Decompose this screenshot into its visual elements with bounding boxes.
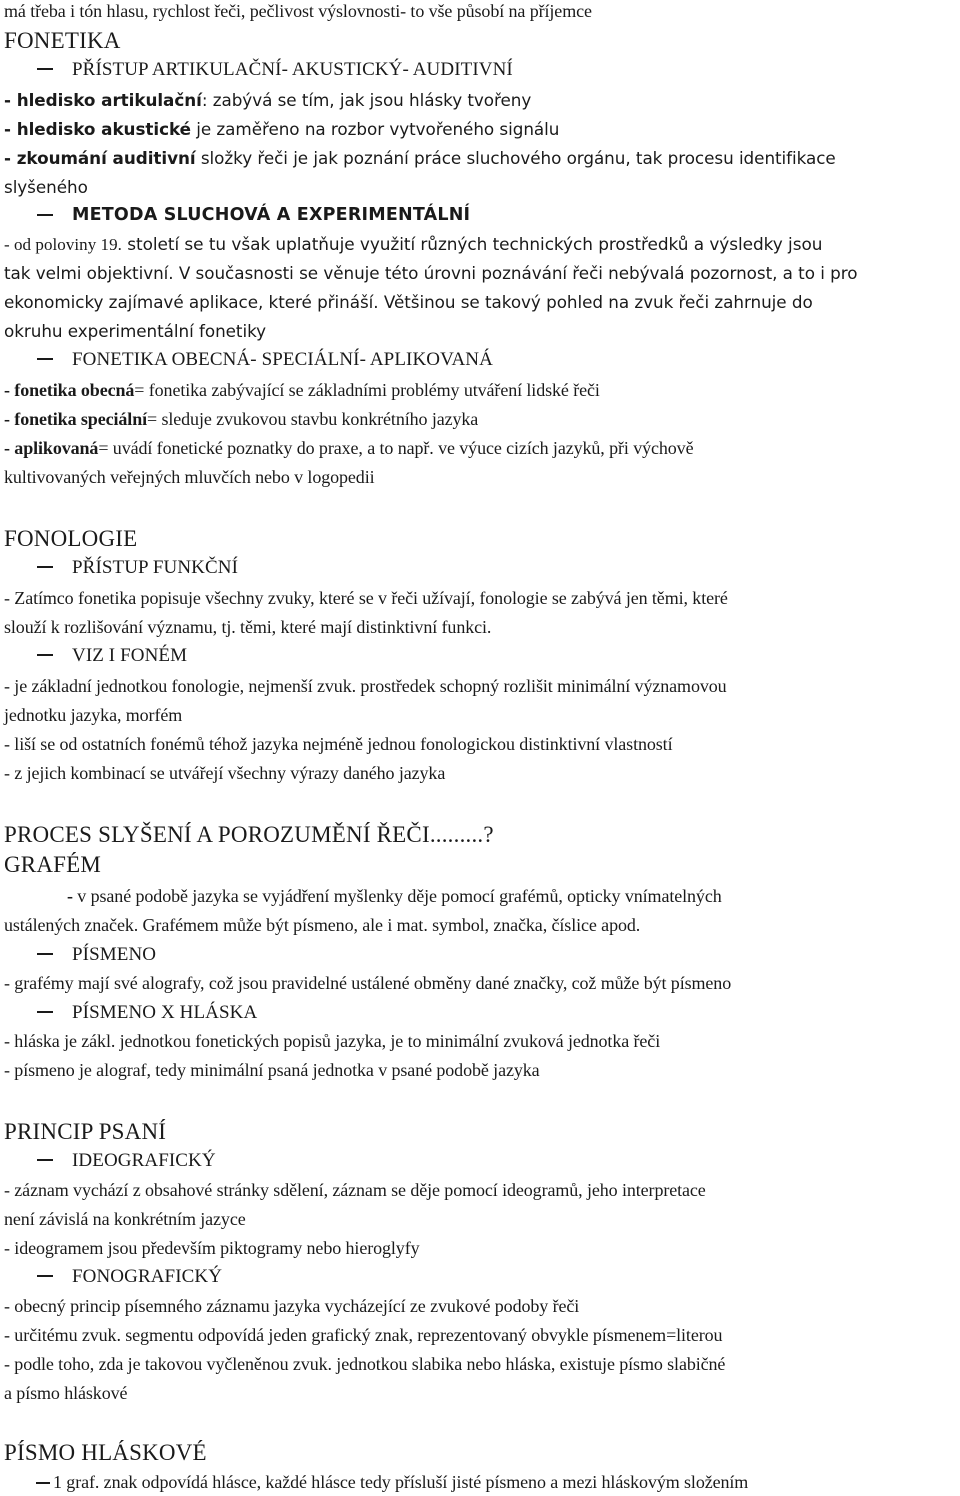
- text-line: [4, 263, 956, 283]
- text-line: má třeba i tón hlasu, rychlost řeči, pečlivost výslovnosti- to vše působí na příjemce: [4, 1, 592, 21]
- text-line: není závislá na konkrétním jazyce: [4, 1209, 246, 1229]
- dash-bullet: [37, 566, 53, 568]
- subheading-pismeno: PÍSMENO: [72, 944, 157, 965]
- subheading-metoda-sluchova: METODA SLUCHOVÁ A EXPERIMENTÁLNÍ: [72, 205, 471, 225]
- text-span: je zaměřeno na rozbor vytvořeného signálu: [190, 119, 560, 139]
- text-span: v psané podobě jazyka se vyjádření myšlenky děje pomocí grafémů, opticky vnímatelných: [72, 886, 722, 906]
- bold-term: - fonetika obecná: [4, 380, 135, 400]
- text-line: - grafémy mají své alografy, což jsou pravidelné ustálené obměny dané značky, což může být písmeno: [4, 973, 732, 993]
- dash-bullet: [37, 1275, 53, 1277]
- dash-bullet: [37, 1159, 53, 1161]
- bold-term: - zkoumání auditivní: [4, 148, 196, 168]
- subheading-pristup-artikulacni: PŘÍSTUP ARTIKULAČNÍ- AKUSTICKÝ- AUDITIVNÍ: [72, 59, 513, 80]
- subheading-fonetika-obecna: FONETIKA OBECNÁ- SPECIÁLNÍ- APLIKOVANÁ: [72, 349, 493, 370]
- text-line: - hláska je zákl. jednotkou fonetických popisů jazyka, je to minimální zvuková jednotka řeči: [4, 1031, 661, 1051]
- bold-term: - hledisko artikulační: [4, 90, 202, 110]
- dash-bullet: [37, 214, 53, 216]
- text-line: [4, 380, 956, 401]
- text-span: ekonomicky zajímavé aplikace, které přináší.: [4, 292, 379, 312]
- dash-bullet: [37, 953, 53, 955]
- text-line: [4, 148, 956, 168]
- text-line: [4, 234, 956, 255]
- text-span: tak velmi objektivní.: [4, 263, 174, 283]
- text-line: - z jejich kombinací se utvářejí všechny výrazy daného jazyka: [4, 763, 446, 783]
- text-line: a písmo hláskové: [4, 1383, 128, 1403]
- text-line: 1 graf. znak odpovídá hlásce, každé hlásce tedy přísluší jisté písmeno a mezi hláskovým složením: [53, 1472, 749, 1492]
- subheading-fonograficky: FONOGRAFICKÝ: [72, 1266, 223, 1287]
- text-line: - určitému zvuk. segmentu odpovídá jeden grafický znak, reprezentovaný obvykle písmenem=literou: [4, 1325, 723, 1345]
- text-span: : zabývá se tím, jak jsou hlásky tvořeny: [201, 90, 532, 110]
- dash-bullet: [36, 1482, 50, 1484]
- text-line: - obecný princip písemného záznamu jazyka vycházející ze zvukové podoby řeči: [4, 1296, 580, 1316]
- text-line: okruhu experimentální fonetiky: [4, 321, 267, 341]
- text-line: [4, 409, 956, 430]
- text-line: - záznam vychází z obsahové stránky sdělení, záznam se děje pomocí ideogramů, jeho interpretace: [4, 1180, 706, 1200]
- bold-term: -: [67, 886, 73, 906]
- text-line: [67, 886, 956, 907]
- text-span: = fonetika zabývající se základními problémy utváření lidské řeči: [134, 380, 600, 400]
- heading-proces-slyseni: PROCES SLYŠENÍ A POROZUMĚNÍ ŘEČI.........?: [4, 822, 494, 847]
- subheading-pismeno-x-hlaska: PÍSMENO X HLÁSKA: [72, 1002, 258, 1023]
- dash-bullet: [37, 1011, 53, 1013]
- text-line: slouží k rozlišování významu, tj. těmi, které mají distinktivní funkci.: [4, 617, 492, 637]
- text-line: ustálených značek. Grafémem může být písmeno, ale i mat. symbol, značka, číslice apod.: [4, 915, 641, 935]
- heading-princip-psani: PRINCIP PSANÍ: [4, 1119, 167, 1144]
- subheading-pristup-funkcni: PŘÍSTUP FUNKČNÍ: [72, 557, 239, 578]
- heading-grafem: GRAFÉM: [4, 852, 102, 877]
- dash-bullet: [37, 358, 53, 360]
- subheading-ideograficky: IDEOGRAFICKÝ: [72, 1150, 216, 1171]
- bold-term: - aplikovaná: [4, 438, 99, 458]
- text-line: [4, 292, 956, 312]
- text-span: složky řeči je jak poznání práce sluchového orgánu, tak procesu identifikace: [195, 148, 836, 168]
- text-span: = sleduje zvukovou stavbu konkrétního jazyka: [147, 409, 479, 429]
- text-line: [4, 438, 956, 459]
- text-line: - Zatímco fonetika popisuje všechny zvuky, které se v řeči užívají, fonologie se zabývá jen těmi, které: [4, 588, 728, 608]
- bold-term: - fonetika speciální: [4, 409, 148, 429]
- text-line: - písmeno je alograf, tedy minimální psaná jednotka v psané podobě jazyka: [4, 1060, 540, 1080]
- dash-bullet: [37, 68, 53, 70]
- text-line: - liší se od ostatních fonémů téhož jazyka nejméně jednou fonologickou distinktivní vlastností: [4, 734, 673, 754]
- text-line: slyšeného: [4, 177, 88, 197]
- text-span: - od poloviny 19.: [4, 235, 122, 254]
- text-span: = uvádí fonetické poznatky do praxe, a to např. ve výuce cizích jazyků, při výchově: [98, 438, 694, 458]
- text-line: jednotku jazyka, morfém: [4, 705, 183, 725]
- heading-pismo-hlaskove: PÍSMO HLÁSKOVÉ: [4, 1440, 207, 1465]
- subheading-viz-i-fonem: VIZ I FONÉM: [72, 645, 188, 666]
- text-span: století se tu však uplatňuje využití různých technických prostředků a výsledky jsou: [121, 234, 823, 254]
- text-span: V současnosti se věnuje této úrovni poznávání řeči nebývalá pozornost, a to i pro: [173, 263, 858, 283]
- text-line: [4, 90, 956, 110]
- bold-term: - hledisko akustické: [4, 119, 191, 139]
- text-span: Většinou se takový pohled na zvuk řeči zahrnuje do: [378, 292, 813, 312]
- text-line: - podle toho, zda je takovou vyčleněnou zvuk. jednotkou slabika nebo hláska, existuje písmo slabičné: [4, 1354, 726, 1374]
- dash-bullet: [37, 654, 53, 656]
- text-line: - je základní jednotkou fonologie, nejmenší zvuk. prostředek schopný rozlišit minimální významovou: [4, 676, 727, 696]
- heading-fonetika: FONETIKA: [4, 28, 121, 53]
- text-line: - ideogramem jsou především piktogramy nebo hieroglyfy: [4, 1238, 420, 1258]
- heading-fonologie: FONOLOGIE: [4, 526, 138, 551]
- text-line: kultivovaných veřejných mluvčích nebo v logopedii: [4, 467, 375, 487]
- text-line: [4, 119, 956, 139]
